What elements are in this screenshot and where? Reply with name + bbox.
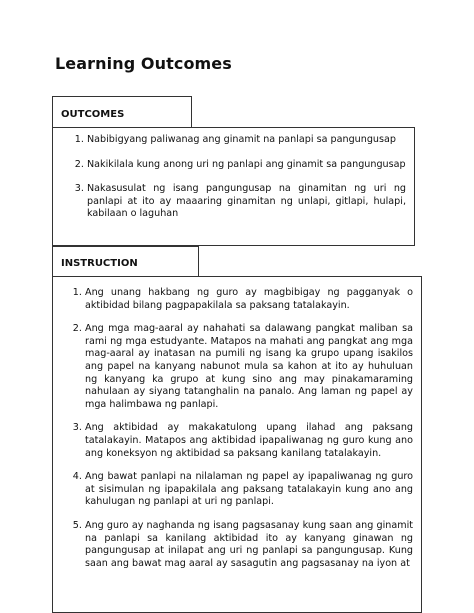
instruction-item: 5. Ang guro ay naghanda ng isang pagsasanay kung saan ang ginamit na panlapi sa kanilang aktibidad ito ay kanyang ginawan ng pangungusap at inilapat ang uri ng panlapi sa pangungusap. Kung saan ang bawat mag aaral ay sasagutin ang pagsasanay na iyon at <box>85 520 413 570</box>
instruction-item: 2. Ang mga mag-aaral ay nahahati sa dalawang pangkat maliban sa rami ng mga estudyante. Matapos na mahati ang pangkat ang mga mag-aaral ay inatasan na pumili ng isang ka grupo upang isakilos ang papel na kanyang nabunot mula sa kahon at ito ay huhuluan ng kanyang ka grupo at kung sino ang may pinakamaraming nahulaan ay siyang tatanghalin na panalo. Ang laman ng papel ay mga halimbawa ng panlapi. <box>85 323 413 411</box>
instruction-item: 3. Ang aktibidad ay makakatulong upang ilahad ang paksang tatalakayin. Matapos ang aktibidad ipapaliwanag ng guro kung ano ang koneksyon ng aktibidad sa paksang kanilang tatalakayin. <box>85 422 413 460</box>
outcomes-list <box>67 134 406 221</box>
outcome-item: 1. Nabibigyang paliwanag ang ginamit na panlapi sa pangungusap <box>87 134 406 147</box>
page-title: Learning Outcomes <box>55 54 232 73</box>
instruction-item: 4. Ang bawat panlapi na nilalaman ng papel ay ipapaliwanag ng guro at sisimulan ng ipapakilala ang paksang tatalakayin kung ano ang kahulugan ng panlapi at uri ng panlapi. <box>85 471 413 509</box>
instruction-section <box>52 276 422 613</box>
outcomes-section <box>52 127 415 246</box>
outcome-item: 3. Nakasusulat ng isang pangungusap na ginamitan ng uri ng panlapi at ito ay maaaring ginamitan ng unlapi, gitlapi, hulapi, kabilaan o laguhan <box>87 183 406 221</box>
instruction-item: 1. Ang unang hakbang ng guro ay magbibigay ng pagganyak o aktibidad bilang pagpapakilala sa paksang tatalakayin. <box>85 287 413 312</box>
outcomes-header: OUTCOMES <box>52 96 192 128</box>
instruction-header: INSTRUCTION <box>52 246 199 277</box>
instruction-list <box>65 287 413 570</box>
outcome-item: 2. Nakikilala kung anong uri ng panlapi ang ginamit sa pangungusap <box>87 159 406 172</box>
